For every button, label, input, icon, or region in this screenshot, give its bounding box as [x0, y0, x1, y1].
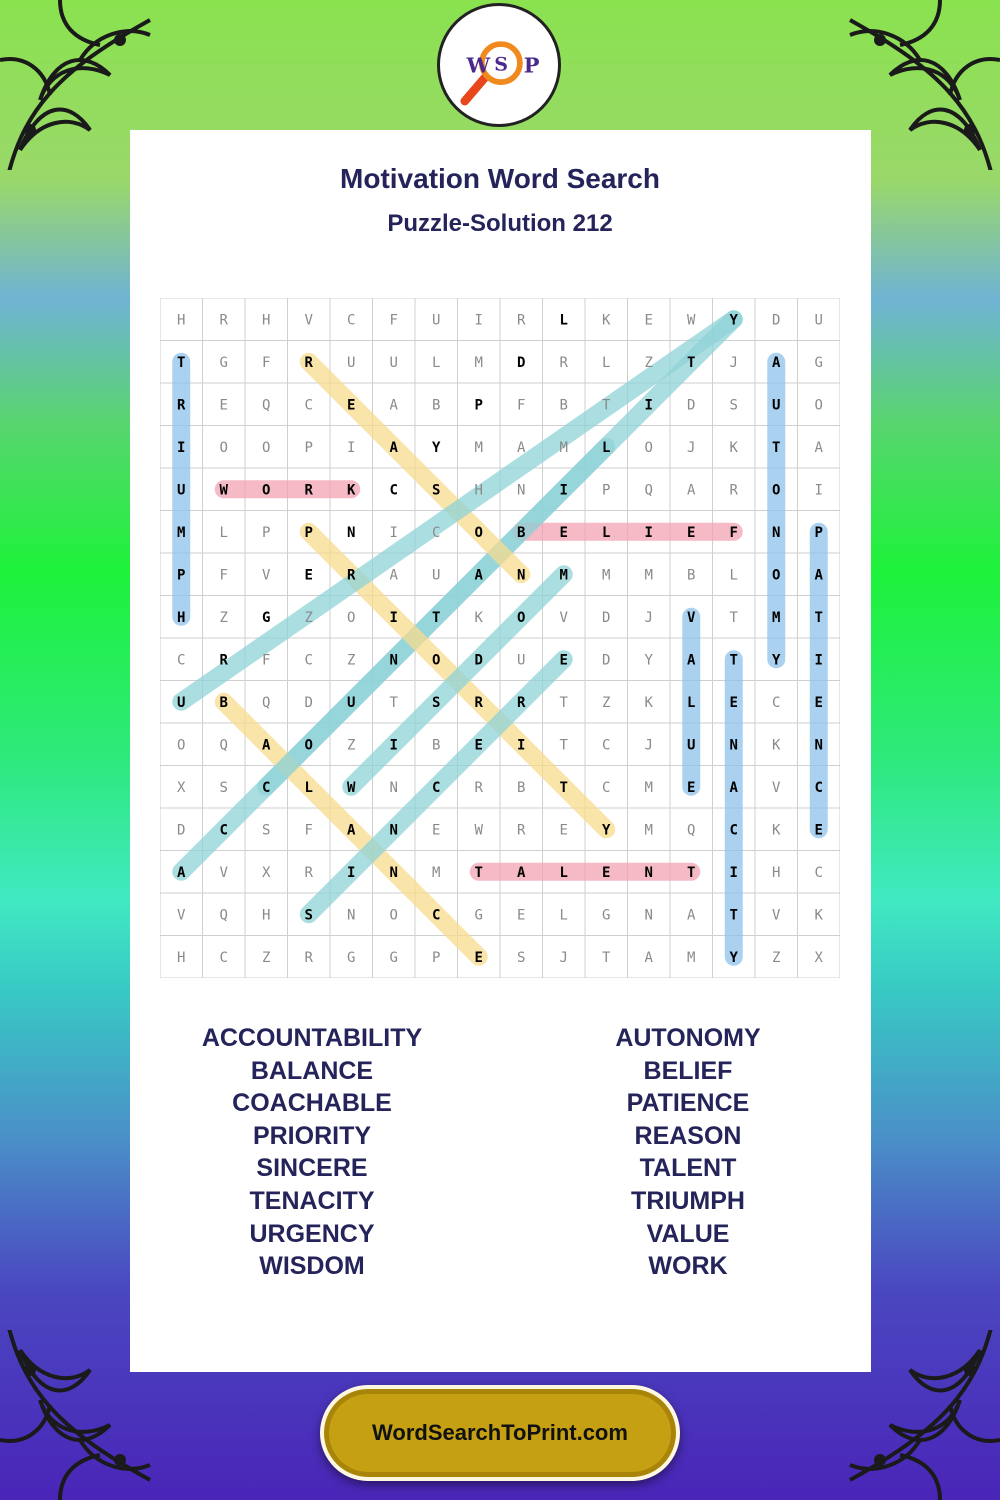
grid-cell[interactable]: R [219, 312, 228, 329]
grid-cell[interactable]: O [517, 609, 526, 626]
grid-cell[interactable]: N [389, 822, 398, 839]
grid-cell[interactable]: O [219, 439, 228, 456]
grid-cell[interactable]: R [219, 652, 228, 669]
grid-cell[interactable]: X [814, 949, 823, 966]
grid-cell[interactable]: S [432, 482, 441, 499]
grid-cell[interactable]: U [517, 652, 526, 669]
word-list-right [523, 1022, 853, 1283]
grid-cell[interactable]: R [517, 822, 526, 839]
grid-cell[interactable]: R [559, 354, 568, 371]
grid-cell[interactable]: A [262, 737, 271, 754]
grid-cell[interactable]: D [304, 694, 313, 711]
grid-cell[interactable]: U [347, 354, 356, 371]
grid-cell[interactable]: E [559, 524, 568, 541]
grid-cell[interactable]: Q [262, 397, 271, 414]
grid-cell[interactable]: N [729, 737, 738, 754]
grid-cell[interactable]: C [304, 397, 313, 414]
grid-cell[interactable]: C [347, 312, 356, 329]
grid-cell[interactable]: L [559, 907, 568, 924]
grid-cell[interactable]: I [389, 737, 398, 754]
grid-cell[interactable]: A [347, 822, 356, 839]
grid-cell[interactable]: R [474, 779, 483, 796]
site-logo[interactable] [437, 3, 561, 127]
grid-cell[interactable]: A [644, 949, 653, 966]
grid-cell[interactable]: O [814, 397, 823, 414]
grid-cell[interactable]: K [602, 312, 611, 329]
grid-cell[interactable]: H [262, 907, 271, 924]
grid-cell[interactable]: M [559, 439, 568, 456]
grid-cell[interactable]: P [474, 397, 483, 414]
grid-cell[interactable]: C [219, 949, 228, 966]
grid-cell[interactable]: T [729, 652, 738, 669]
grid-cell[interactable]: T [432, 609, 441, 626]
grid-cell[interactable]: Z [772, 949, 781, 966]
grid-cell[interactable]: E [517, 907, 526, 924]
grid-cell[interactable]: Y [729, 312, 738, 329]
grid-cell[interactable]: R [729, 482, 738, 499]
grid-cell[interactable]: C [432, 524, 441, 541]
grid-cell[interactable]: E [602, 864, 611, 881]
grid-cell[interactable]: E [559, 822, 568, 839]
grid-cell[interactable]: E [687, 779, 696, 796]
grid-cell[interactable]: N [644, 864, 653, 881]
word-list-item: ACCOUNTABILITY [201, 1024, 423, 1052]
grid-cell[interactable]: E [814, 822, 823, 839]
grid-cell[interactable]: Q [644, 482, 653, 499]
grid-cell[interactable]: T [602, 949, 611, 966]
grid-cell[interactable]: K [347, 482, 356, 499]
grid-cell[interactable]: O [262, 482, 271, 499]
grid-cell[interactable]: V [177, 907, 186, 924]
word-list-item: PATIENCE [626, 1089, 750, 1118]
grid-cell[interactable]: G [262, 609, 271, 626]
grid-cell[interactable]: T [687, 354, 696, 371]
grid-cell[interactable]: C [772, 694, 781, 711]
grid-cell[interactable]: P [814, 524, 823, 541]
grid-cell[interactable]: R [304, 354, 313, 371]
grid-cell[interactable]: R [177, 397, 186, 414]
grid-cell[interactable]: B [219, 694, 228, 711]
grid-cell[interactable]: J [644, 609, 653, 626]
grid-cell[interactable]: O [177, 737, 186, 754]
grid-cell[interactable]: Q [219, 737, 228, 754]
word-list-item: BELIEF [643, 1056, 733, 1085]
grid-cell[interactable]: A [389, 439, 398, 456]
grid-cell[interactable]: M [559, 567, 568, 584]
grid-cell[interactable]: L [687, 694, 696, 711]
grid-cell[interactable]: Z [347, 737, 356, 754]
grid-cell[interactable]: M [772, 609, 781, 626]
grid-cell[interactable]: A [389, 397, 398, 414]
logo-letter-w: W [466, 52, 491, 78]
grid-cell[interactable]: N [389, 779, 398, 796]
grid-cell[interactable]: A [814, 439, 823, 456]
grid-cell[interactable]: L [602, 354, 611, 371]
grid-cell[interactable]: T [474, 864, 483, 881]
grid-cell[interactable]: S [729, 397, 738, 414]
grid-cell[interactable]: E [644, 312, 653, 329]
grid-cell[interactable]: L [729, 567, 738, 584]
grid-cell[interactable]: M [644, 779, 653, 796]
grid-cell[interactable]: J [644, 737, 653, 754]
grid-cell[interactable]: D [474, 652, 483, 669]
grid-cell[interactable]: C [602, 737, 611, 754]
grid-cell[interactable]: B [432, 397, 441, 414]
grid-cell[interactable]: H [177, 312, 186, 329]
grid-cell[interactable]: I [177, 439, 186, 456]
grid-cell[interactable]: Z [262, 949, 271, 966]
grid-cell[interactable]: A [389, 567, 398, 584]
grid-cell[interactable]: F [517, 397, 526, 414]
grid-cell[interactable]: V [219, 864, 228, 881]
grid-cell[interactable]: Q [687, 822, 696, 839]
grid-cell[interactable]: D [517, 354, 526, 371]
grid-cell[interactable]: A [474, 567, 483, 584]
grid-cell[interactable]: U [177, 482, 186, 499]
grid-cell[interactable]: P [602, 482, 611, 499]
word-list-item: PRIORITY [252, 1121, 372, 1150]
grid-cell[interactable]: C [389, 482, 398, 499]
grid-cell[interactable]: U [389, 354, 398, 371]
grid-cell[interactable]: G [602, 907, 611, 924]
grid-cell[interactable]: L [602, 439, 611, 456]
grid-cell[interactable]: V [559, 609, 568, 626]
puzzle-title: Motivation Word Search [340, 163, 660, 194]
puzzle-subtitle: Puzzle-Solution 212 [387, 210, 613, 237]
grid-cell[interactable]: Y [602, 822, 611, 839]
grid-cell[interactable]: R [347, 567, 356, 584]
grid-cell[interactable]: U [432, 312, 441, 329]
grid-cell[interactable]: P [304, 439, 313, 456]
grid-cell[interactable]: V [772, 779, 781, 796]
grid-cell[interactable]: E [474, 737, 483, 754]
grid-cell[interactable]: U [177, 694, 186, 711]
grid-cell[interactable]: T [389, 694, 398, 711]
grid-cell[interactable]: I [559, 482, 568, 499]
grid-cell[interactable]: P [262, 524, 271, 541]
grid-cell[interactable]: K [814, 907, 823, 924]
grid-cell[interactable]: G [219, 354, 228, 371]
grid-cell[interactable]: R [517, 694, 526, 711]
grid-cell[interactable]: A [687, 652, 696, 669]
grid-cell[interactable]: D [602, 652, 611, 669]
grid-cell[interactable]: D [177, 822, 186, 839]
grid-cell[interactable]: H [474, 482, 483, 499]
grid-cell[interactable]: V [262, 567, 271, 584]
grid-cell[interactable]: S [517, 949, 526, 966]
grid-cell[interactable]: U [772, 397, 781, 414]
grid-cell[interactable]: I [347, 864, 356, 881]
grid-cell[interactable]: I [389, 609, 398, 626]
grid-cell[interactable]: L [219, 524, 228, 541]
logo-letter-p: P [523, 52, 540, 78]
grid-cell[interactable]: T [814, 609, 823, 626]
grid-cell[interactable]: X [262, 864, 271, 881]
grid-cell[interactable]: A [687, 907, 696, 924]
grid-cell[interactable]: A [177, 864, 186, 881]
grid-cell[interactable]: L [602, 524, 611, 541]
word-list-item: TRIUMPH [631, 1186, 745, 1215]
site-link-label: WordSearchToPrint.com [372, 1420, 628, 1445]
grid-cell[interactable]: I [644, 397, 653, 414]
grid-cell[interactable]: I [729, 864, 738, 881]
grid-cell[interactable]: F [262, 652, 271, 669]
site-link-button[interactable] [320, 1385, 680, 1481]
grid-cell[interactable]: F [729, 524, 738, 541]
grid-cell[interactable]: N [814, 737, 823, 754]
grid-cell[interactable]: H [177, 609, 186, 626]
grid-cell[interactable]: A [517, 864, 526, 881]
grid-cell[interactable]: S [262, 822, 271, 839]
grid-cell[interactable]: W [347, 779, 356, 796]
grid-cell[interactable]: C [814, 864, 823, 881]
grid-cell[interactable]: I [389, 524, 398, 541]
grid-cell[interactable]: H [772, 864, 781, 881]
grid-cell[interactable]: M [474, 354, 483, 371]
word-list-item: TENACITY [249, 1186, 375, 1215]
word-list-left [147, 1022, 477, 1283]
grid-cell[interactable]: L [559, 312, 568, 329]
grid-cell[interactable]: U [814, 312, 823, 329]
word-list-item: WISDOM [259, 1252, 365, 1281]
grid-cell[interactable]: W [474, 822, 483, 839]
letter-grid[interactable] [160, 298, 840, 978]
grid-cell[interactable]: R [304, 864, 313, 881]
grid-cell[interactable]: E [687, 524, 696, 541]
grid-cell[interactable]: E [729, 694, 738, 711]
grid-cell[interactable]: J [729, 354, 738, 371]
grid-cell[interactable]: H [262, 312, 271, 329]
grid-cell[interactable]: N [389, 864, 398, 881]
grid-cell[interactable]: D [602, 609, 611, 626]
grid-cell[interactable]: U [432, 567, 441, 584]
grid-cell[interactable]: D [772, 312, 781, 329]
grid-cell[interactable]: P [177, 567, 186, 584]
grid-cell[interactable]: Z [304, 609, 313, 626]
grid-cell[interactable]: K [644, 694, 653, 711]
grid-cell[interactable]: C [814, 779, 823, 796]
grid-cell[interactable]: L [559, 864, 568, 881]
grid-cell[interactable]: J [687, 439, 696, 456]
grid-cell[interactable]: N [517, 567, 526, 584]
grid-cell[interactable]: M [644, 567, 653, 584]
grid-cell[interactable]: G [474, 907, 483, 924]
grid-cell[interactable]: Z [219, 609, 228, 626]
grid-cell[interactable]: I [347, 439, 356, 456]
word-list-item: COACHABLE [232, 1089, 392, 1118]
grid-cell[interactable]: Y [432, 439, 441, 456]
grid-cell[interactable]: M [602, 567, 611, 584]
grid-cell[interactable]: C [177, 652, 186, 669]
grid-cell[interactable]: Z [347, 652, 356, 669]
grid-cell[interactable]: N [772, 524, 781, 541]
grid-cell[interactable]: T [559, 737, 568, 754]
grid-cell[interactable]: B [559, 397, 568, 414]
grid-cell[interactable]: R [474, 694, 483, 711]
grid-cell[interactable]: M [644, 822, 653, 839]
grid-cell[interactable]: C [602, 779, 611, 796]
grid-cell[interactable]: X [177, 779, 186, 796]
grid-cell[interactable]: O [432, 652, 441, 669]
grid-cell[interactable]: G [347, 949, 356, 966]
grid-cell[interactable]: F [262, 354, 271, 371]
grid-cell[interactable]: I [814, 652, 823, 669]
grid-cell[interactable]: C [432, 907, 441, 924]
grid-cell[interactable]: C [219, 822, 228, 839]
grid-cell[interactable]: Q [262, 694, 271, 711]
grid-cell[interactable]: B [517, 779, 526, 796]
word-list-item: REASON [634, 1121, 742, 1150]
grid-cell[interactable]: L [304, 779, 313, 796]
word-list-item: VALUE [646, 1219, 730, 1248]
grid-cell[interactable]: E [432, 822, 441, 839]
grid-cell[interactable]: I [517, 737, 526, 754]
grid-cell[interactable]: U [687, 737, 696, 754]
grid-cell[interactable]: P [304, 524, 313, 541]
grid-cell[interactable]: K [474, 609, 483, 626]
grid-cell[interactable]: M [177, 524, 186, 541]
word-list-item: WORK [648, 1252, 728, 1281]
grid-cell[interactable]: W [219, 482, 228, 499]
grid-cell[interactable]: O [474, 524, 483, 541]
grid-cell[interactable]: B [432, 737, 441, 754]
grid-cell[interactable]: A [687, 482, 696, 499]
grid-cell[interactable]: R [304, 482, 313, 499]
grid-cell[interactable]: N [644, 907, 653, 924]
grid-cell[interactable]: E [559, 652, 568, 669]
grid-cell[interactable]: C [304, 652, 313, 669]
grid-cell[interactable]: T [729, 907, 738, 924]
grid-cell[interactable]: O [772, 567, 781, 584]
grid-cell[interactable]: M [474, 439, 483, 456]
grid-cell[interactable]: N [347, 907, 356, 924]
grid-cell[interactable]: T [559, 694, 568, 711]
grid-cell[interactable]: O [389, 907, 398, 924]
grid-cell[interactable]: A [517, 439, 526, 456]
grid-cell[interactable]: T [729, 609, 738, 626]
grid-cell[interactable]: N [347, 524, 356, 541]
grid-cell[interactable]: K [772, 737, 781, 754]
grid-cell[interactable]: V [772, 907, 781, 924]
grid-cell[interactable]: A [772, 354, 781, 371]
grid-cell[interactable]: U [347, 694, 356, 711]
grid-cell[interactable]: A [814, 567, 823, 584]
grid-cell[interactable]: Y [644, 652, 653, 669]
grid-cell[interactable]: I [644, 524, 653, 541]
grid-cell[interactable]: R [304, 949, 313, 966]
grid-cell[interactable]: L [432, 354, 441, 371]
word-list-item: BALANCE [250, 1056, 374, 1085]
grid-cell[interactable]: V [687, 609, 696, 626]
grid-cell[interactable]: R [517, 312, 526, 329]
grid-cell[interactable]: F [389, 312, 398, 329]
grid-cell[interactable]: W [687, 312, 696, 329]
grid-cell[interactable]: N [389, 652, 398, 669]
word-list-item: SINCERE [256, 1154, 368, 1183]
grid-cell[interactable]: O [644, 439, 653, 456]
grid-cell[interactable]: N [517, 482, 526, 499]
grid-cell[interactable]: E [347, 397, 356, 414]
grid-cell[interactable]: Q [219, 907, 228, 924]
grid-cell[interactable]: T [772, 439, 781, 456]
grid-cell[interactable]: C [262, 779, 271, 796]
grid-cell[interactable]: D [687, 397, 696, 414]
grid-cell[interactable]: E [304, 567, 313, 584]
grid-cell[interactable]: T [602, 397, 611, 414]
grid-cell[interactable]: Y [729, 949, 738, 966]
grid-cell[interactable]: O [347, 609, 356, 626]
grid-cell[interactable]: Z [602, 694, 611, 711]
grid-cell[interactable]: F [304, 822, 313, 839]
grid-cell[interactable]: F [219, 567, 228, 584]
letter-grid-svg [160, 298, 840, 978]
grid-cell[interactable]: E [474, 949, 483, 966]
grid-cell[interactable]: O [262, 439, 271, 456]
grid-cell[interactable]: T [687, 864, 696, 881]
grid-cell[interactable]: K [772, 822, 781, 839]
grid-cell[interactable]: S [304, 907, 313, 924]
grid-cell[interactable]: S [432, 694, 441, 711]
grid-cell[interactable]: M [687, 949, 696, 966]
grid-cell[interactable]: I [814, 482, 823, 499]
grid-cell[interactable]: C [729, 822, 738, 839]
grid-cell[interactable]: V [304, 312, 313, 329]
word-list-item: URGENCY [249, 1219, 375, 1248]
grid-cell[interactable]: O [772, 482, 781, 499]
grid-cell[interactable]: T [177, 354, 186, 371]
grid-cell[interactable]: P [432, 949, 441, 966]
grid-cell[interactable]: K [729, 439, 738, 456]
grid-cell[interactable]: G [814, 354, 823, 371]
grid-cell[interactable]: I [474, 312, 483, 329]
grid-cell[interactable]: H [177, 949, 186, 966]
grid-cell[interactable]: T [559, 779, 568, 796]
grid-cell[interactable]: E [814, 694, 823, 711]
grid-cell[interactable]: E [219, 397, 228, 414]
logo-letter-s: S [494, 53, 508, 76]
grid-cell[interactable]: B [517, 524, 526, 541]
grid-cell[interactable]: Y [772, 652, 781, 669]
grid-cell[interactable]: B [687, 567, 696, 584]
grid-cell[interactable]: M [432, 864, 441, 881]
word-list-item: AUTONOMY [615, 1024, 761, 1052]
grid-cell[interactable]: G [389, 949, 398, 966]
grid-cell[interactable]: J [559, 949, 568, 966]
word-list-item: TALENT [639, 1154, 737, 1183]
grid-cell[interactable]: Z [644, 354, 653, 371]
grid-cell[interactable]: S [219, 779, 228, 796]
grid-cell[interactable]: C [432, 779, 441, 796]
grid-cell[interactable]: O [304, 737, 313, 754]
grid-cell[interactable]: A [729, 779, 738, 796]
